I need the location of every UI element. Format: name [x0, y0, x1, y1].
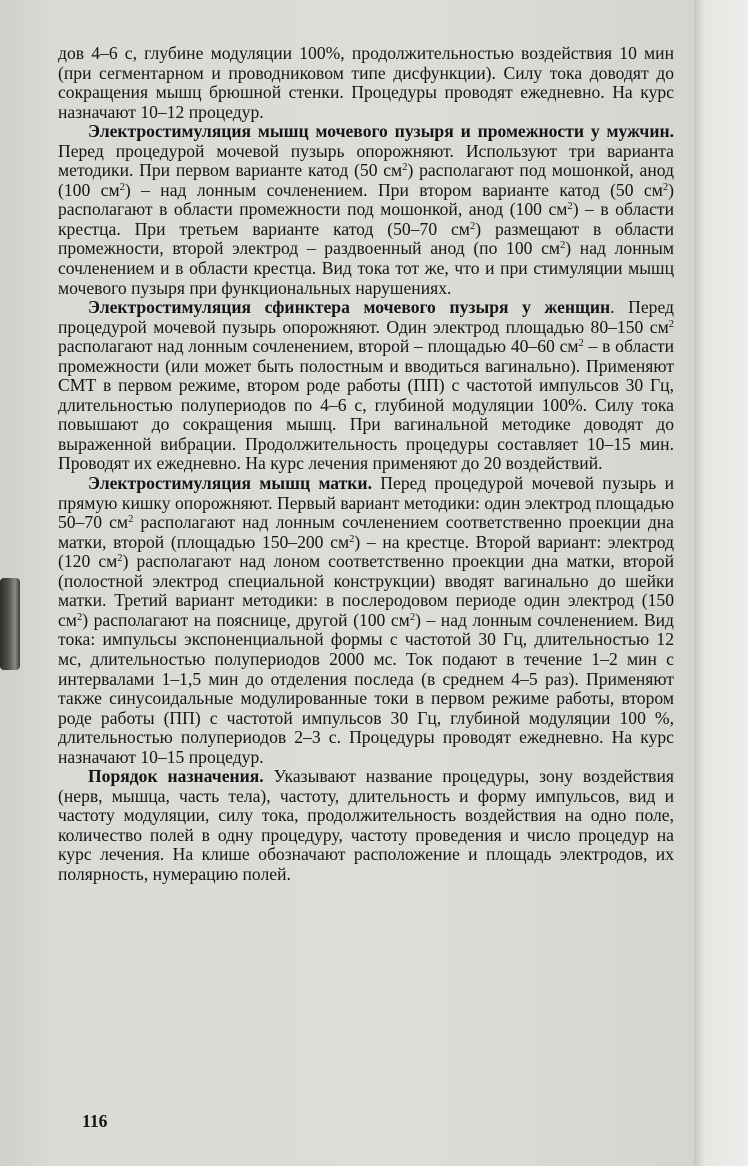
paragraph-female-sphincter-stimulation [58, 298, 674, 474]
paragraph-text: . Перед процедурой мочевой пузырь опорожняют. Один электрод площадью 80–150 $см^2$ располагают над лонным сочленением, второй – площадью 40–60 $см^2$ – в области промежности (или может быть полостным и вводиться вагинально). Применяют СМТ в первом режиме, втором роде работы (ПП) с частотой импульсов 30 Гц, длительностью полупериодов по 4–6 с, глубиной модуляции 100%. Силу тока повышают до сокращения мышц. При вагинальной методике доводят до выраженной вибрации. Продолжительность процедуры составляет 10–15 мин. Проводят их ежедневно. На курс лечения применяют до 20 воздействий. [58, 297, 674, 474]
paragraph-text: дов 4–6 с, глубине модуляции 100%, продолжительностью воздействия 10 мин (при сегментарном и проводниковом типе дисфункции). Силу тока доводят до сокращения мышц брюшной стенки. Процедуры проводят ежедневно. На курс назначают 10–12 процедур. [58, 43, 674, 122]
paragraph-uterus-stimulation [58, 474, 674, 767]
page-number: 116 [82, 1111, 108, 1131]
page-text [58, 44, 674, 885]
paragraph-heading: Электростимуляция сфинктера мочевого пузыря у женщин [88, 297, 611, 318]
paragraph-text: Перед процедурой мочевой пузырь и прямую кишку опорожняют. Первый вариант методики: один электрод площадью 50–70 $см^2$ располагают над лонным сочленением соответственно проекции дна матки, второй (площадью 150–200 $см^2$) – на крестце. Второй вариант: электрод (120 $см^2$) располагают над лоном соответственно проекции дна матки, второй (полостной электрод специальной конструкции) вводят вагинально до шейки матки. Третий вариант методики: в послеродовом периоде один электрод (150 $см^2$) располагают на пояснице, другой (100 $см^2$) – над лонным сочленением. Вид тока: импульсы экспоненциальной формы с частотой 30 Гц, длительностью 12 мс, длительностью полупериодов 2000 мс. Ток подают в течение 1–2 мин с интервалами 1–1,5 мин до отделения последа (в среднем 4–5 раз). Применяют также синусоидальные модулированные токи в первом режиме работы, втором роде работы (ПП) с частотой импульсов 30 Гц, глубиной модуляции 100 %, длительностью полупериодов 2–3 с. Процедуры проводят ежедневно. На курс назначают 10–15 процедур. [58, 473, 675, 767]
binder-tab-shadow [0, 578, 20, 670]
paragraph-male-bladder-stimulation [58, 122, 674, 298]
paragraph-text: Указывают название процедуры, зону воздействия (нерв, мышца, часть тела), частоту, длительность и форму импульсов, вид и частоту модуляции, силу тока, продолжительность воздействия на одно поле, количество полей в одну процедуру, частоту проведения и число процедур на курс лечения. На клише обозначают расположение и площадь электродов, их полярность, нумерацию полей. [58, 766, 674, 884]
paragraph-heading: Электростимуляция мышц матки. [88, 473, 372, 494]
paragraph-text: Перед процедурой мочевой пузырь опорожняют. Используют три варианта методики. При первом варианте катод (50 $см^2$) располагают под мошонкой, анод (100 $см^2$) – над лонным сочленением. При втором варианте катод (50 $см^2$) располагают в области промежности под мошонкой, анод (100 $см^2$) – в области крестца. При третьем варианте катод (50–70 $см^2$) размещают в области промежности, второй электрод – раздвоенный анод (по 100 $см^2$) над лонным сочленением и в области крестца. Вид тока тот же, что и при стимуляции мышц мочевого пузыря при функциональных нарушениях. [58, 140, 675, 298]
paragraph-heading: Электростимуляция мышц мочевого пузыря и промежности у мужчин. [88, 121, 674, 142]
paragraph-heading: Порядок назначения. [88, 766, 264, 787]
paragraph-continuation [58, 44, 674, 122]
paragraph-prescription-order [58, 767, 674, 884]
page-edge-shadow [694, 0, 748, 1166]
